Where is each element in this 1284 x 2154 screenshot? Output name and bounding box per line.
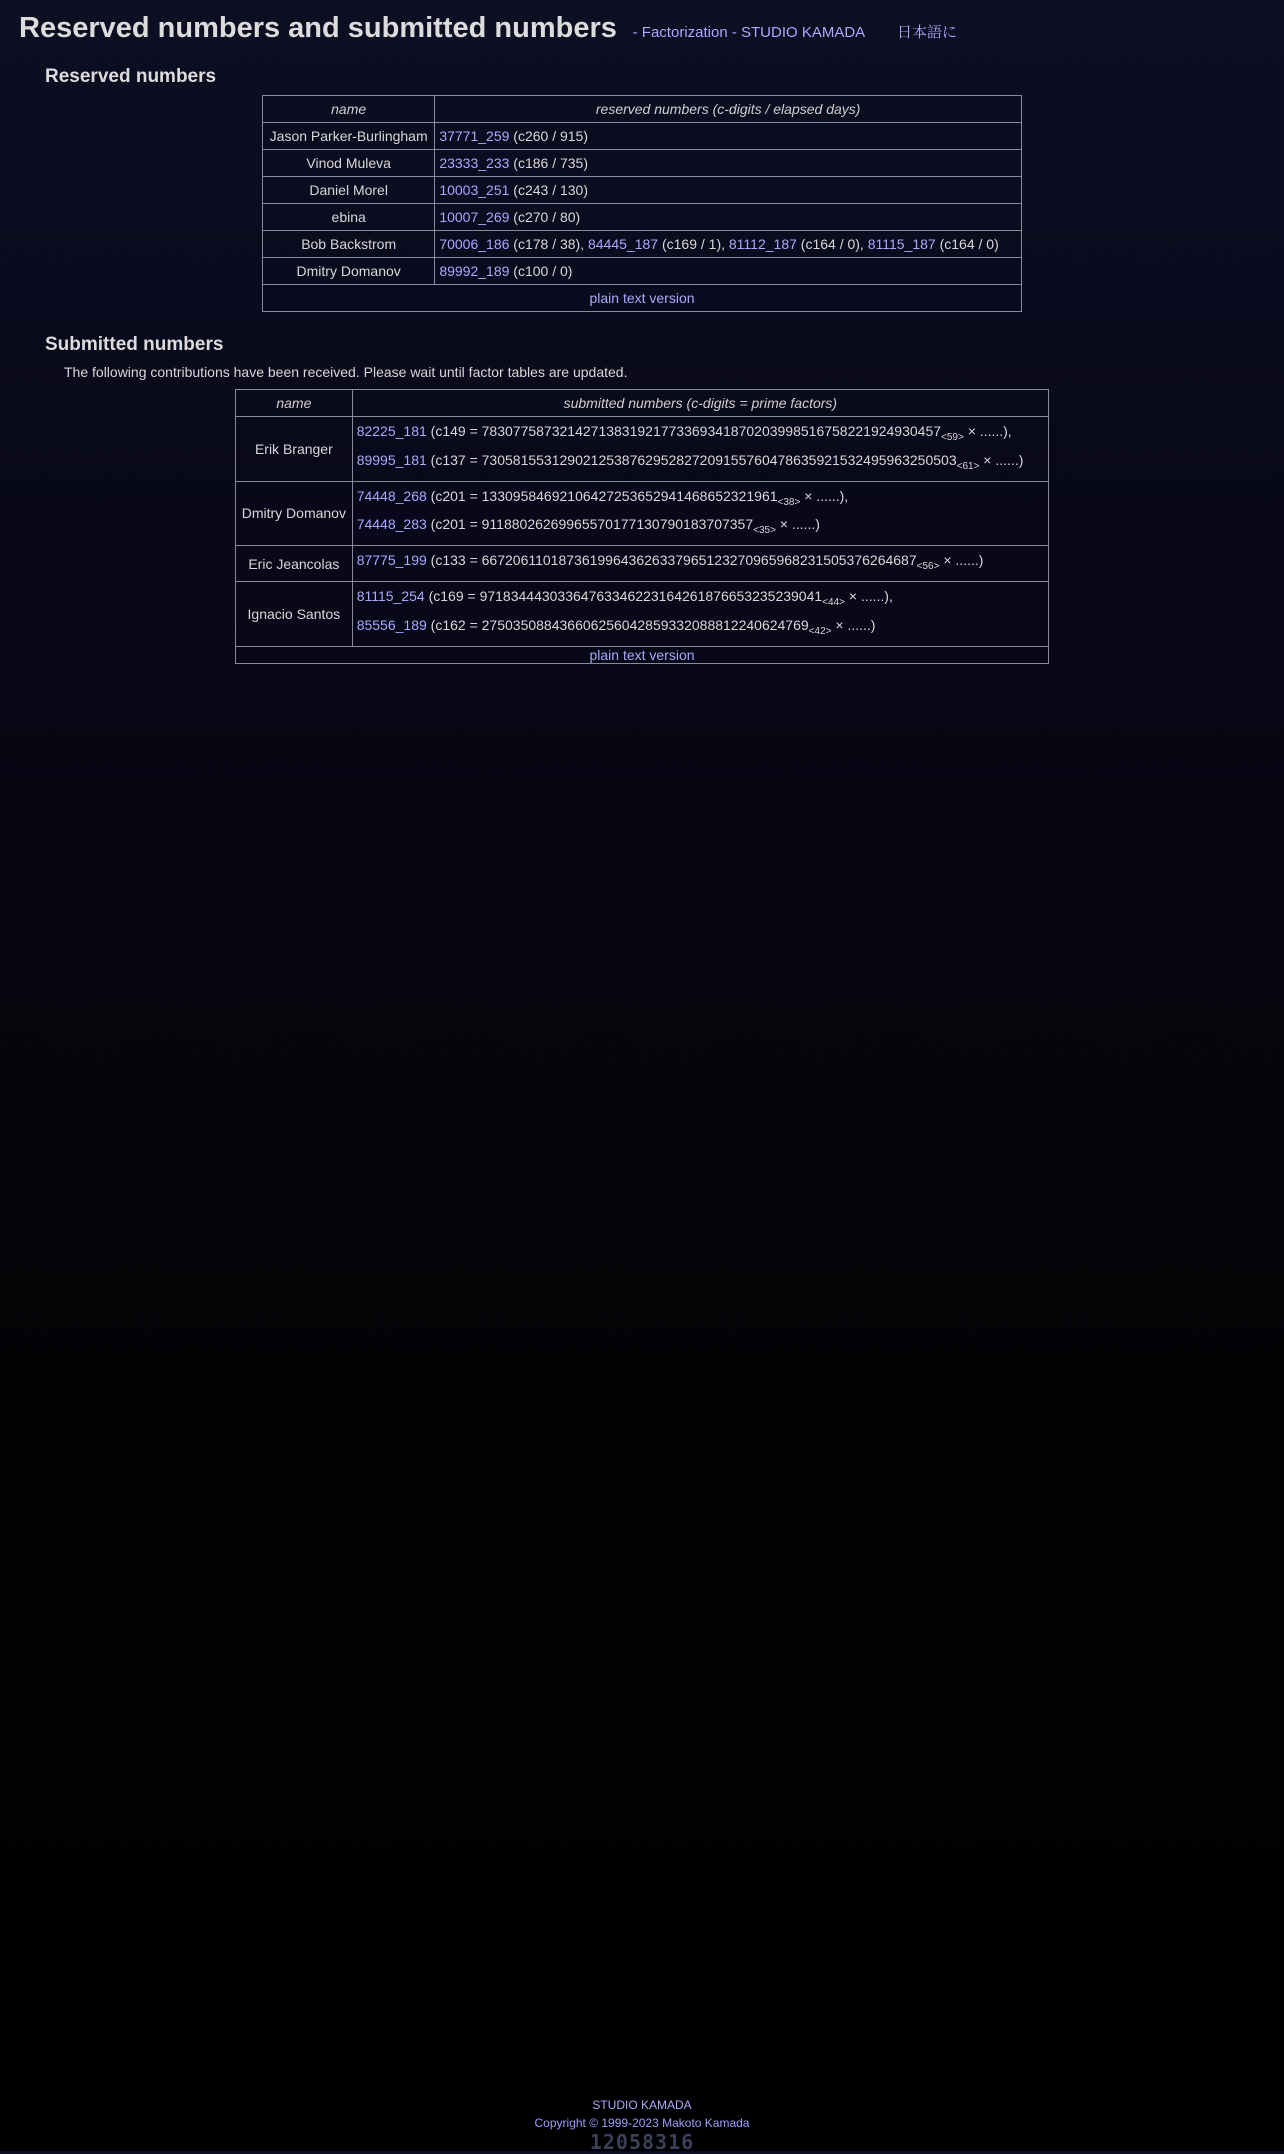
reserved-numbers-cell — [435, 204, 1022, 231]
reserver-name: Dmitry Domanov — [263, 258, 435, 285]
reserved-number-info: (c164 / 0), — [796, 236, 868, 252]
submitter-name: Ignacio Santos — [236, 581, 353, 646]
reserved-row — [263, 123, 1022, 150]
factor-value: (c201 = 13309584692106427253652941468652321961 — [426, 487, 778, 504]
submitted-numbers-cell — [352, 417, 1048, 482]
visit-counter: 12058316 — [589, 2130, 695, 2154]
reserved-row — [263, 231, 1022, 258]
reserved-numbers-cell — [435, 258, 1022, 285]
submitted-entry — [357, 614, 1044, 643]
submitted-notice: The following contributions have been received. Please wait until factor tables are updated. — [64, 364, 628, 380]
submitted-table — [235, 389, 1049, 664]
submitted-entry — [357, 485, 1044, 514]
reserved-number-link[interactable]: 70006_186 — [439, 236, 510, 252]
reserved-number-info: (c164 / 0) — [935, 236, 999, 252]
submitted-footer-row — [236, 646, 1049, 663]
submitted-row — [236, 417, 1049, 482]
submitter-name: Eric Jeancolas — [236, 546, 353, 582]
submitted-row — [236, 481, 1049, 546]
submitted-heading: Submitted numbers — [45, 334, 224, 355]
page-header — [19, 12, 957, 45]
factor-remainder: × ......) — [939, 552, 984, 569]
reserved-number-link[interactable]: 10003_251 — [439, 182, 510, 198]
submitted-number-link[interactable]: 74448_283 — [356, 516, 427, 533]
factor-value: (c137 = 73058155312902125387629528272091557604786359215324959632505​03 — [426, 451, 957, 468]
reserver-name: ebina — [263, 204, 435, 231]
factor-remainder: × ......) — [775, 516, 820, 533]
reserved-numbers-cell — [435, 123, 1022, 150]
submitted-entry — [357, 420, 1044, 449]
reserved-numbers-cell — [435, 150, 1022, 177]
factor-remainder: × ......), — [844, 587, 893, 604]
reserved-number-link[interactable]: 23333_233 — [439, 155, 510, 171]
reserved-number-info: (c260 / 915) — [509, 128, 589, 144]
page-footer — [0, 2096, 1284, 2152]
submitted-numbers-cell — [352, 481, 1048, 546]
submitted-entry — [357, 549, 1044, 578]
submitted-numbers-cell — [352, 546, 1048, 582]
reserver-name: Jason Parker-Burlingham — [263, 123, 435, 150]
submitted-number-link[interactable]: 87775_199 — [356, 552, 427, 569]
reserved-number-info: (c270 / 80) — [509, 209, 581, 225]
submitted-entry — [357, 449, 1044, 478]
reserved-number-info: (c186 / 735) — [509, 155, 589, 171]
factor-digits: <42> — [808, 625, 832, 637]
submitted-number-link[interactable]: 85556_189 — [356, 616, 427, 633]
reserved-number-link[interactable]: 81115_187 — [867, 236, 936, 252]
studio-kamada-link[interactable]: STUDIO KAMADA — [592, 2098, 692, 2112]
reserved-row — [263, 204, 1022, 231]
factor-value: (c169 = 97183444303364763346223164261876653235239041 — [424, 587, 823, 604]
factor-remainder: × ......) — [979, 451, 1024, 468]
submitted-row — [236, 546, 1049, 582]
submitted-col-name: name — [236, 390, 353, 417]
factor-value: (c201 = 91188026269965570177130790183707357 — [426, 516, 754, 533]
reserved-number-info: (c169 / 1), — [658, 236, 729, 252]
submitted-entry — [357, 513, 1044, 542]
reserver-name: Vinod Muleva — [263, 150, 435, 177]
japanese-language-link[interactable]: 日本語に — [896, 24, 957, 41]
reserved-numbers-cell — [435, 177, 1022, 204]
reserver-name: Bob Backstrom — [263, 231, 435, 258]
factor-value: (c133 = 66720611018736199643626337965123270965968231505376264687 — [426, 552, 917, 569]
factor-remainder: × ......), — [963, 423, 1012, 439]
reserved-col-name: name — [263, 96, 435, 123]
submitter-name: Dmitry Domanov — [236, 481, 353, 546]
submitted-number-link[interactable]: 81115_254 — [356, 587, 425, 604]
reserved-row — [263, 150, 1022, 177]
reserved-col-numbers: reserved numbers (c-digits / elapsed days) — [435, 96, 1022, 123]
submitted-entry — [357, 585, 1044, 614]
submitted-col-numbers: submitted numbers (c-digits = prime factors) — [352, 390, 1048, 417]
reserved-numbers-cell — [435, 231, 1022, 258]
submitted-number-link[interactable]: 74448_268 — [356, 487, 427, 504]
reserved-footer-row — [263, 285, 1022, 312]
factor-digits: <35> — [753, 525, 776, 537]
submitted-row — [236, 581, 1049, 646]
reserved-number-link[interactable]: 37771_259 — [439, 128, 510, 144]
page-title: Reserved numbers and submitted numbers — [19, 12, 617, 44]
factor-digits: <59> — [941, 431, 964, 443]
submitted-header-row — [236, 390, 1049, 417]
reserved-row — [263, 177, 1022, 204]
factor-digits: <38> — [777, 496, 801, 508]
reserver-name: Daniel Morel — [263, 177, 435, 204]
factor-digits: <61> — [956, 460, 980, 472]
factor-digits: <56> — [916, 560, 940, 572]
submitter-name: Erik Branger — [236, 417, 353, 482]
factor-value: (c149 = 78307758732142713831921773369341870203998516758221924930457 — [426, 423, 942, 439]
factor-value: (c162 = 275035088436606256042859332088812240624769 — [426, 616, 809, 633]
reserved-number-link[interactable]: 81112_187 — [728, 236, 797, 252]
factor-remainder: × ......) — [831, 616, 876, 633]
submitted-numbers-cell — [352, 581, 1048, 646]
reserved-header-row — [263, 96, 1022, 123]
reserved-table — [262, 95, 1022, 312]
submitted-plain-text-link[interactable]: plain text version — [589, 646, 695, 663]
factor-remainder: × ......), — [800, 487, 849, 504]
reserved-number-info: (c178 / 38), — [509, 236, 588, 252]
copyright-text: Copyright © 1999-2023 Makoto Kamada — [534, 2116, 750, 2130]
reserved-number-link[interactable]: 10007_269 — [439, 209, 510, 225]
factor-digits: <44> — [822, 596, 845, 608]
reserved-plain-text-link[interactable]: plain text version — [589, 290, 695, 306]
reserved-row — [263, 258, 1022, 285]
factorization-home-link[interactable]: - Factorization - STUDIO KAMADA — [632, 24, 866, 41]
reserved-number-info: (c100 / 0) — [509, 263, 573, 279]
submitted-number-link[interactable]: 89995_181 — [356, 451, 427, 468]
reserved-number-link[interactable]: 89992_189 — [439, 263, 510, 279]
reserved-number-link[interactable]: 84445_187 — [588, 236, 659, 252]
reserved-number-info: (c243 / 130) — [509, 182, 589, 198]
submitted-number-link[interactable]: 82225_181 — [356, 423, 427, 439]
reserved-heading: Reserved numbers — [45, 66, 217, 87]
